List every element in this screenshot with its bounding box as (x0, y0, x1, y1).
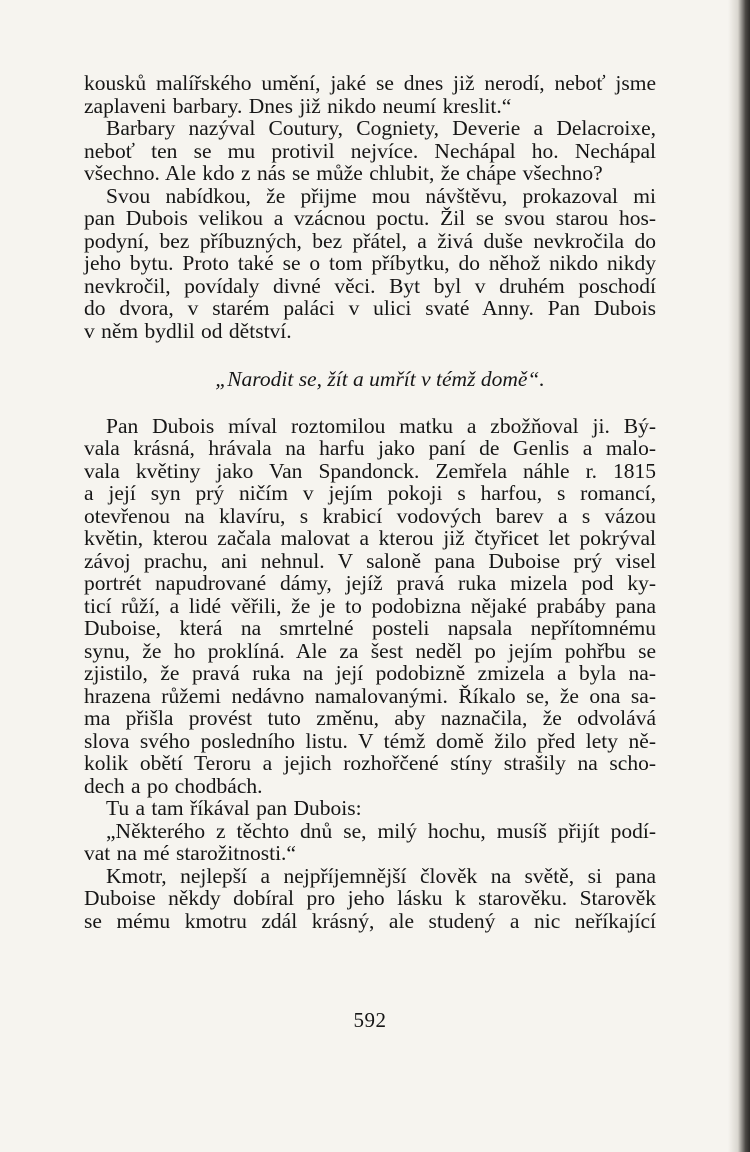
text-line: slova svého posledního listu. V témž domě žilo před lety ně- (84, 728, 656, 753)
text-line: se mému kmotru zdál krásný, ale studený a nic neříkající (84, 908, 656, 933)
text-line: synu, že ho proklíná. Ale za šest neděl po jejím pohřbu se (84, 638, 656, 663)
text-line: v něm bydlil od dětství. (84, 318, 292, 343)
text-line: zaplaveni barbary. Dnes již nikdo neumí kreslit.“ (84, 93, 512, 118)
text-line: Tu a tam říkával pan Dubois: (106, 796, 362, 820)
text-line: květin, kterou začala malovat a kterou již čtyřicet let pokrýval (84, 526, 656, 550)
text-line: Kmotr, nejlepší a nejpříjemnější člověk na světě, si pana (106, 863, 656, 888)
book-page (84, 71, 656, 1032)
text-line: pan Dubois velikou a vzácnou poctu. Žil se svou starou hos- (84, 206, 656, 230)
text-line: Barbary nazýval Coutury, Cogniety, Deverie a Delacroixe, (106, 116, 656, 140)
text-line: podyní, bez příbuzných, bez přátel, a živá duše nevkročila do (84, 228, 656, 253)
text-line: zjistilo, že pravá ruka na její podobizně zmizela a byla na- (84, 661, 656, 685)
text-line: Svou nabídkou, že přijme mou návštěvu, prokazoval mi (106, 183, 656, 208)
text-line: vala květiny jako Van Spandonck. Zemřela náhle r. 1815 (84, 458, 656, 483)
text-line: „Některého z těchto dnů se, milý hochu, musíš přijít podí- (106, 818, 656, 843)
text-line: vala krásná, hrávala na harfu jako paní de Genlis a malo- (84, 436, 656, 460)
text-block-top (84, 72, 656, 342)
text-line: otevřenou na klavíru, s krabicí vodových barev a s vázou (84, 503, 656, 528)
text-line: Duboise někdy dobíral pro jeho lásku k starověku. Starověk (84, 886, 656, 910)
text-line: jeho bytu. Proto také se o tom příbytku, do něhož nikdo nikdy (84, 251, 656, 275)
page-number: 592 (353, 1008, 387, 1032)
text-line: dech a po chodbách. (84, 773, 263, 798)
text-line: portrét napudrované dámy, jejíž pravá ruka mizela pod ky- (84, 571, 656, 595)
text-line: kousků malířského umění, jaké se dnes již nerodí, neboť jsme (84, 71, 656, 95)
text-line: a její syn prý ničím v jejím pokoji s harfou, s romancí, (84, 481, 656, 505)
text-line: ticí růží, a lidé věřili, že je to podobizna nějaké prabáby pana (84, 593, 656, 618)
text-line: závoj prachu, ani nehnul. V saloně pana Duboise prý visel (84, 548, 656, 573)
text-line: do dvora, v starém paláci v ulici svaté Anny. Pan Dubois (84, 296, 656, 320)
text-line: ma přišla provést tuto změnu, aby naznačila, že odvolává (84, 706, 656, 730)
text-line: hrazena růžemi nedávno namalovanými. Říkalo se, že ona sa- (84, 683, 656, 708)
text-line: nevkročil, povídaly divné věci. Byt byl v druhém poschodí (84, 273, 656, 298)
text-line: Duboise, která na smrtelné posteli napsala nepřítomnému (84, 616, 656, 640)
text-block-main (84, 415, 656, 933)
scan-edge-shadow (728, 0, 750, 1152)
text-line: Pan Dubois míval roztomilou matku a zbožňoval ji. Bý- (106, 413, 656, 438)
text-line: vat na mé starožitnosti.“ (84, 841, 296, 865)
text-line: kolik obětí Teroru a jejich rozhořčené stíny strašily na scho- (84, 751, 656, 775)
text-line: všechno. Ale kdo z nás se může chlubit, že chápe všechno? (84, 161, 603, 185)
chapter-subheading: „Narodit se, žít a umřít v témž domě“. (215, 367, 545, 391)
text-line: neboť ten se mu protivil nejvíce. Nechápal ho. Nechápal (84, 138, 656, 163)
